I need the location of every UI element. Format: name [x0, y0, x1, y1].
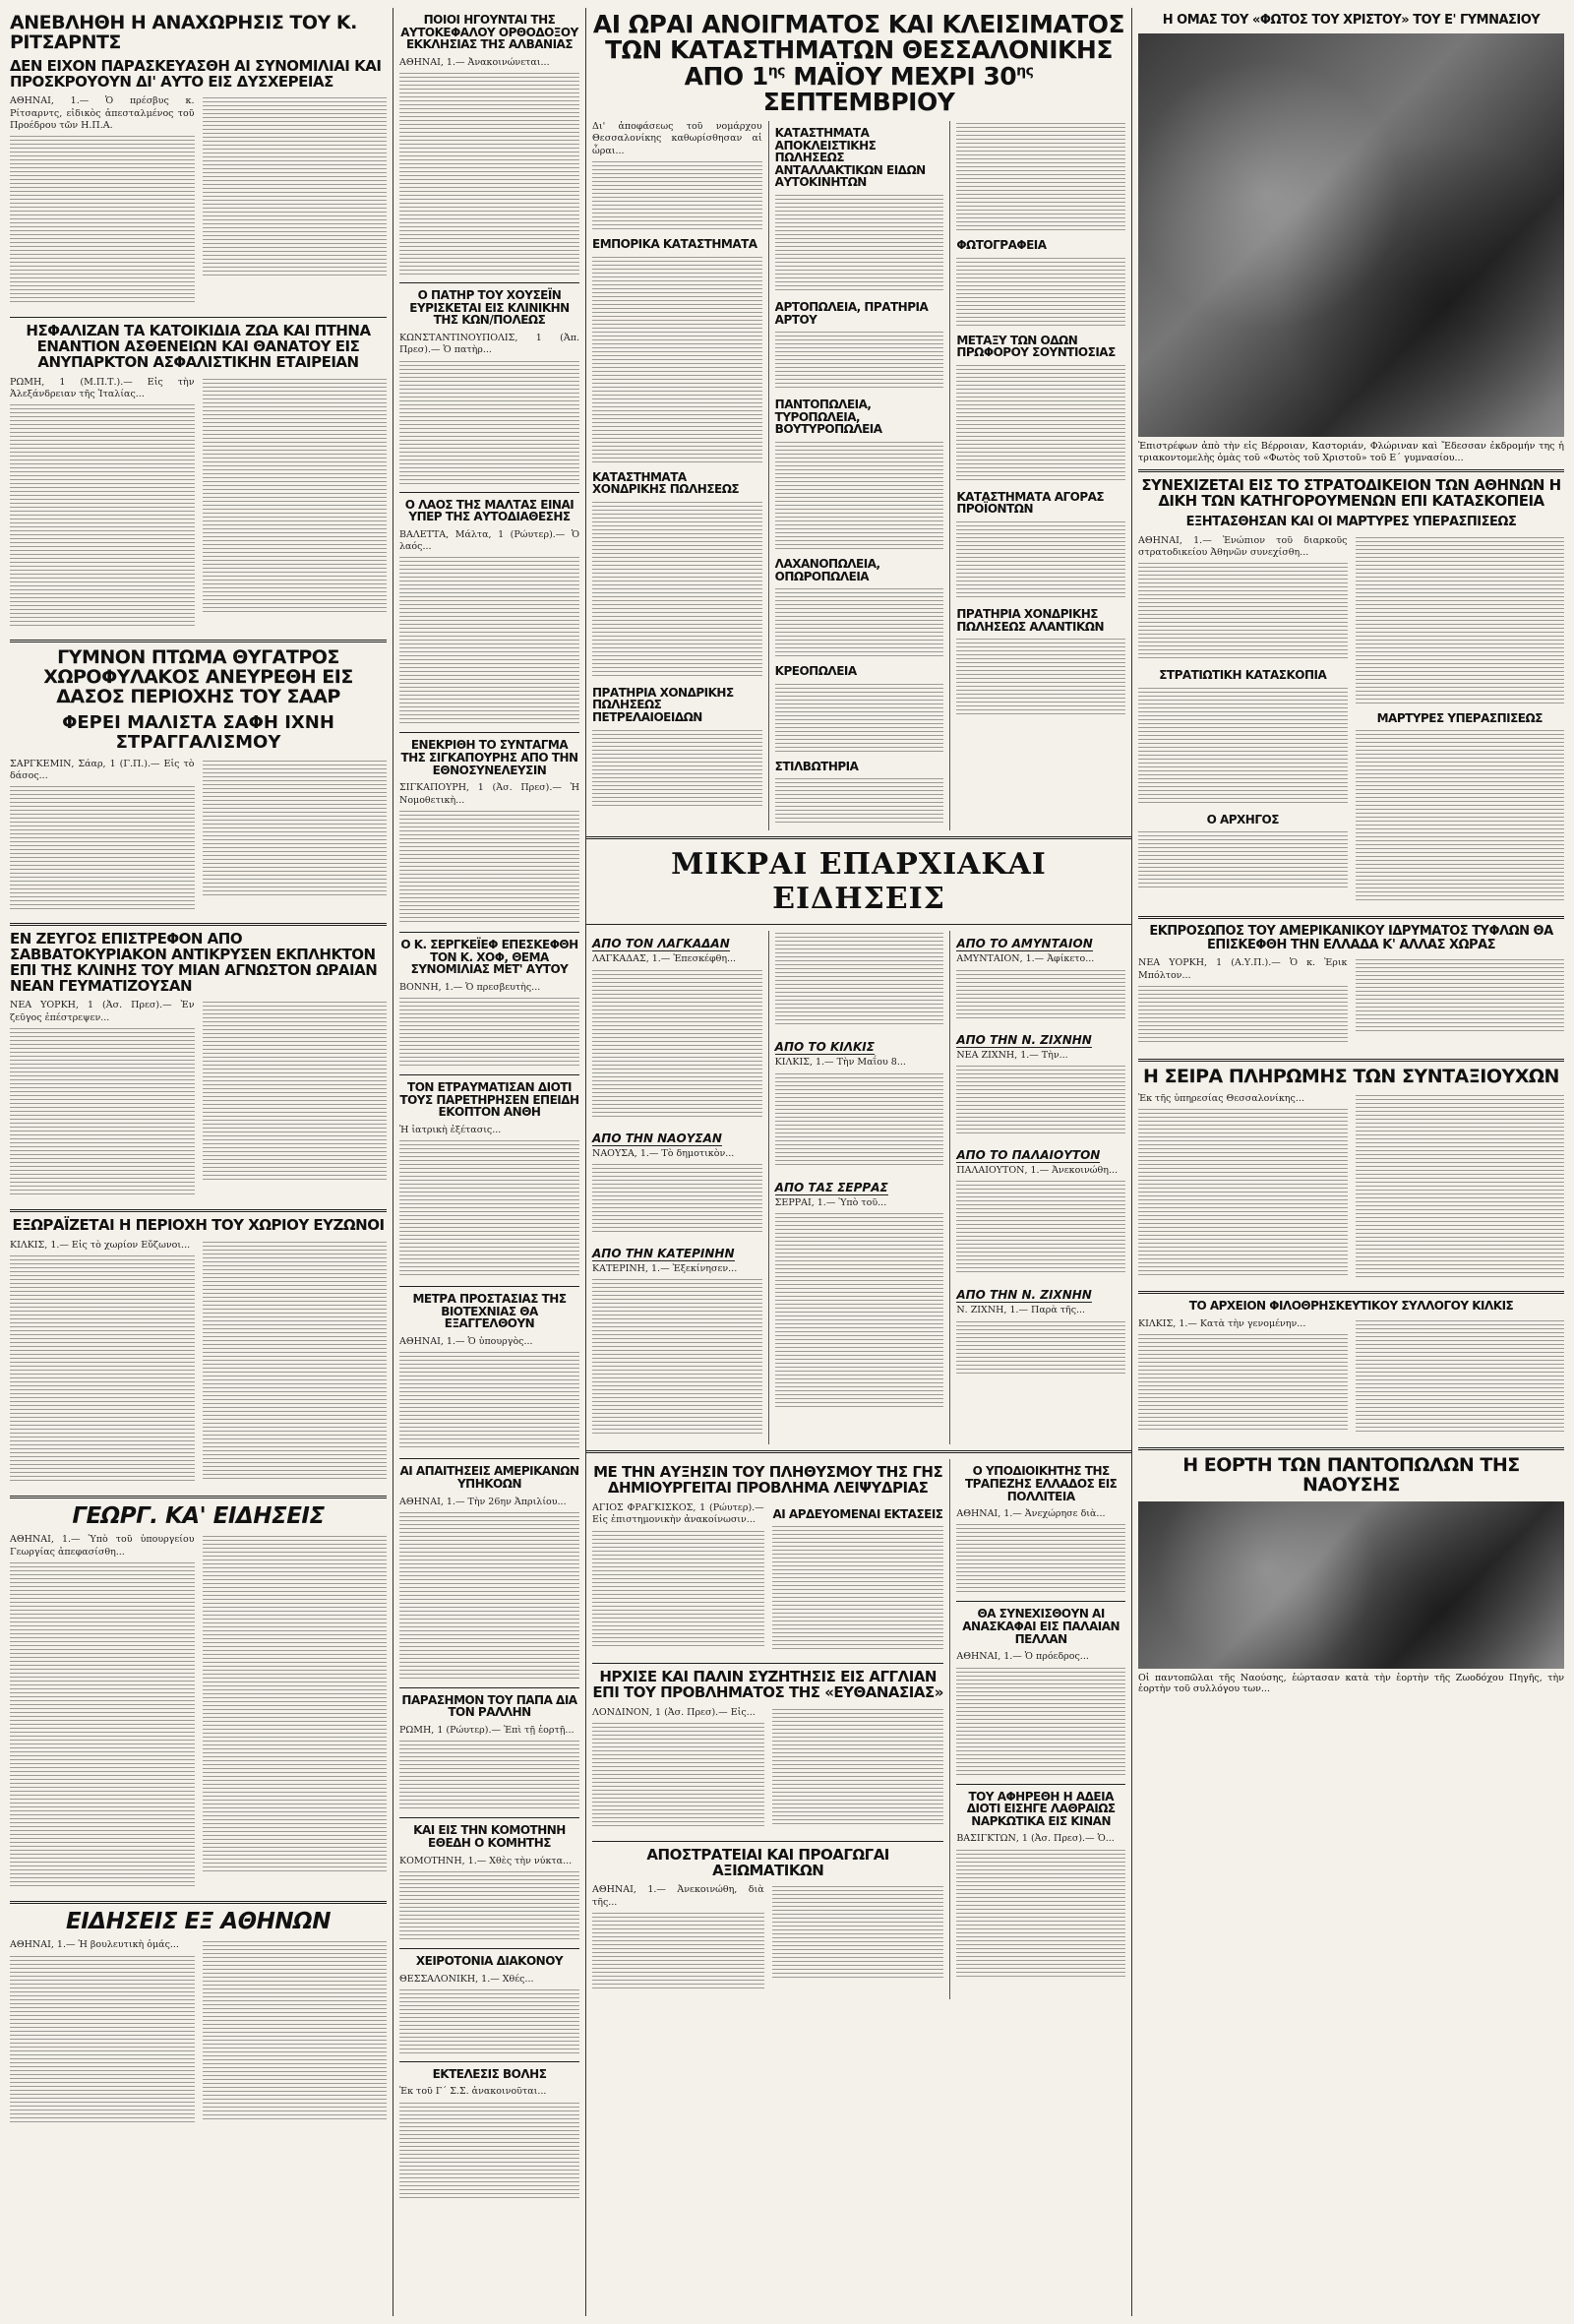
- column-right: [1131, 8, 1570, 2316]
- article-officers: [592, 1884, 943, 1999]
- column-left: [4, 8, 393, 2316]
- headline-evzonoi: ΕΞΩΡΑΪΖΕΤΑΙ Η ΠΕΡΙΟΧΗ ΤΟΥ ΧΩΡΙΟΥ ΕΥΖΩΝΟΙ: [12, 1216, 385, 1235]
- headline-richards: ΑΝΕΒΛΗΘΗ Η ΑΝΑΧΩΡΗΣΙΣ ΤΟΥ Κ. ΡΙΤΣΑΡΝΤΣ: [10, 12, 357, 53]
- article-blind-foundation: [1138, 957, 1564, 1053]
- headline-pope-medal: ΠΑΡΑΣΗΜΟΝ ΤΟΥ ΠΑΠΑ ΔΙΑ ΤΟΝ ΡΑΛΛΗΝ: [401, 1692, 577, 1720]
- article-water-shortage: [592, 1502, 943, 1658]
- kicker-serres: ΑΠΟ ΤΑΣ ΣΕΡΡΑΣ: [774, 1180, 888, 1194]
- article-malta-text: ΒΑΛΕΤΤΑ, Μάλτα, 1 (Ρώυτερ).— Ὁ λαός...: [399, 528, 579, 553]
- store-sub-produce: ΚΑΤΑΣΤΗΜΑΤΑ ΑΓΟΡΑΣ ΠΡΟΪΟΝΤΩΝ: [956, 489, 1105, 517]
- kicker-leader: Ο ΑΡΧΗΓΟΣ: [1206, 812, 1279, 826]
- article-euthanasia-text: ΛΟΝΔΙΝΟΝ, 1 (Ἀσ. Πρεσ).— Εἰς...: [592, 1706, 756, 1718]
- article-n-zichni-text: ΝΕΑ ΖΙΧΝΗ, 1.— Τὴν...: [956, 1049, 1068, 1061]
- headline-agri-news: ΓΕΩΡΓ. ΚΑ' ΕΙΔΗΣΕΙΣ: [72, 1503, 325, 1530]
- kicker-military-espionage: ΣΤΡΑΤΙΩΤΙΚΗ ΚΑΤΑΣΚΟΠΙΑ: [1159, 668, 1327, 683]
- article-flowers-text: Ἡ ἰατρικὴ ἐξέτασις...: [399, 1124, 502, 1135]
- provincial-news-banner: ΜΙΚΡΑΙ ΕΠΑΡΧΙΑΚΑΙ ΕΙΔΗΣΕΙΣ: [671, 847, 1047, 917]
- store-sub-photo: ΦΩΤΟΓΡΑΦΕΙΑ: [956, 238, 1047, 252]
- provincial-news-section: [586, 836, 1131, 925]
- article-body-found: [10, 759, 387, 918]
- headline-komotini-comet: ΚΑΙ ΕΙΣ ΤΗΝ ΚΟΜΟΤΗΝΗ ΕΘΕΔΗ Ο ΚΟΜΗΤΗΣ: [413, 1823, 566, 1850]
- article-pension-text: Ἐκ τῆς ὑπηρεσίας Θεσσαλονίκης...: [1138, 1093, 1304, 1105]
- column-middle: [585, 8, 1131, 2316]
- article-albania-text: ΑΘΗΝΑΙ, 1.— Ἀνακοινώνεται...: [399, 56, 550, 68]
- article-kilkis-text: ΚΙΛΚΙΣ, 1.— Τὴν Μαΐου 8...: [774, 1057, 906, 1069]
- store-sub-greengrocers: ΛΑΧΑΝΟΠΩΛΕΙΑ, ΟΠΩΡΟΠΩΛΕΙΑ: [774, 556, 880, 583]
- article-evzonoi-text: ΚΙΛΚΙΣ, 1.— Εἰς τὸ χωρίον Εὔζωνοι...: [10, 1239, 191, 1251]
- headline-espionage-trial: ΣΥΝΕΧΙΖΕΤΑΙ ΕΙΣ ΤΟ ΣΤΡΑΤΟΔΙΚΕΙΟΝ ΤΩΝ ΑΘΗΝΩΝ Η ΔΙΚΗ ΤΩΝ ΚΑΤΗΓΟΡΟΥΜΕΝΩΝ ΕΠΙ ΚΑΤΑΣΚΟΠΕΙΑ: [1141, 476, 1561, 511]
- photo-grocers-feast: [1138, 1501, 1564, 1669]
- store-sub-auto-parts: ΚΑΤΑΣΤΗΜΑΤΑ ΑΠΟΚΛΕΙΣΤΙΚΗΣ ΠΩΛΗΣΕΩΣ ΑΝΤΑΛΛΑΚΤΙΚΩΝ ΕΙΔΩΝ ΑΥΤΟΚΙΝΗΤΩΝ: [774, 126, 926, 190]
- headline-bank-deputy: Ο ΥΠΟΔΙΟΙΚΗΤΗΣ ΤΗΣ ΤΡΑΠΕΖΗΣ ΕΛΛΑΔΟΣ ΕΙΣ ΠΟΛΛΙΤΕΙΑ: [964, 1464, 1118, 1503]
- kicker-amyntaion: ΑΠΟ ΤΟ ΑΜΥΝΤΑΙΟΝ: [956, 937, 1093, 951]
- middle-lower-section: [586, 1459, 1131, 1999]
- article-euthanasia: [592, 1707, 943, 1835]
- headline-sergeev: Ο Κ. ΣΕΡΓΚΕΪΕΦ ΕΠΕΣΚΕΦΘΗ ΤΟΝ Κ. ΧΟΦ, ΘΕΜΑ ΣΥΝΟΜΙΛΙΑΣ ΜΕΤ' ΑΥΤΟΥ: [400, 937, 578, 977]
- kicker-n-zichni: ΑΠΟ ΤΗΝ Ν. ΖΙΧΝΗΝ: [956, 1032, 1092, 1047]
- headline-narcotics: ΤΟΥ ΑΦΗΡΕΘΗ Η ΑΔΕΙΑ ΔΙΟΤΙ ΕΙΣΗΓΕ ΛΑΘΡΑΙΩΣ ΝΑΡΚΩΤΙΚΑ ΕΙΣ ΚΙΝΑΝ: [966, 1789, 1116, 1828]
- article-kilkis-archive-text: ΚΙΛΚΙΣ, 1.— Κατὰ τὴν γενομένην...: [1138, 1317, 1306, 1329]
- article-american-claims-text: ΑΘΗΝΑΙ, 1.— Τὴν 26ην Ἀπριλίου...: [399, 1496, 567, 1507]
- kicker-defense-witnesses: ΜΑΡΤΥΡΕΣ ΥΠΕΡΑΣΠΙΣΕΩΣ: [1376, 710, 1543, 725]
- article-hussein-text: ΚΩΝΣΤΑΝΤΙΝΟΥΠΟΛΙΣ, 1 (Ἀπ. Πρεσ).— Ὁ πατὴρ...: [399, 332, 579, 356]
- article-officers-text: ΑΘΗΝΑΙ, 1.— Ἀνεκοινώθη, διὰ τῆς...: [592, 1884, 764, 1908]
- column-second: [393, 8, 585, 2316]
- headline-photo-group: Η ΟΜΑΣ ΤΟΥ «ΦΩΤΟΣ ΤΟΥ ΧΡΙΣΤΟΥ» ΤΟΥ Ε' ΓΥΜΝΑΣΙΟΥ: [1162, 13, 1541, 28]
- store-sub-streets: ΜΕΤΑΞΥ ΤΩΝ ΟΔΩΝ ΠΡΩΦΟΡΟΥ ΣΟΥΝΤΙΟΣΙΑΣ: [956, 333, 1116, 360]
- article-narcotics-text: ΒΑΣΙΓΚΤΩΝ, 1 (Ἀσ. Πρεσ).— Ὁ...: [956, 1833, 1115, 1845]
- kicker-naousa: ΑΠΟ ΤΗΝ ΝΑΟΥΣΑΝ: [592, 1131, 722, 1145]
- article-pope-text: ΡΩΜΗ, 1 (Ρώυτερ).— Ἐπὶ τῇ ἑορτῇ...: [399, 1725, 575, 1737]
- kicker-n-zichni-2: ΑΠΟ ΤΗΝ Ν. ΖΙΧΝΗΝ: [956, 1288, 1092, 1303]
- article-komotini-text: ΚΟΜΟΤΗΝΗ, 1.— Χθὲς τὴν νύκτα...: [399, 1855, 573, 1866]
- headline-pension-order: Η ΣΕΙΡΑ ΠΛΗΡΩΜΗΣ ΤΩΝ ΣΥΝΤΑΞΙΟΥΧΩΝ: [1143, 1066, 1559, 1088]
- headline-kilkis-archive: ΤΟ ΑΡΧΕΙΟΝ ΦΙΛΟΘΡΗΣΚΕΥΤΙΚΟΥ ΣΥΛΛΟΓΟΥ ΚΙΛΚΙΣ: [1188, 1299, 1514, 1314]
- article-n-zichni-2-text: Ν. ΖΙΧΝΗ, 1.— Παρὰ τῆς...: [956, 1305, 1086, 1316]
- article-blind-text: ΝΕΑ ΥΟΡΚΗ, 1 (Α.Υ.Π.).— Ὁ κ. Ἐρικ Μπόλτον...: [1138, 957, 1348, 981]
- subheadline-irrigated: ΑΙ ΑΡΔΕΥΟΜΕΝΑΙ ΕΚΤΑΣΕΙΣ: [772, 1506, 943, 1521]
- article-water-shortage-text: ΑΓΙΟΣ ΦΡΑΓΚΙΣΚΟΣ, 1 (Ρώυτερ).— Εἰς ἐπιστημονικὴν ἀνακοίνωσιν...: [592, 1501, 764, 1526]
- kicker-lagkadas: ΑΠΟ ΤΟΝ ΛΑΓΚΑΔΑΝ: [592, 937, 730, 951]
- article-athens-news-text: ΑΘΗΝΑΙ, 1.— Ἡ βουλευτικὴ ὁμάς...: [10, 1939, 179, 1951]
- headline-insurance: ΗΣΦΑΛΙΖΑΝ ΤΑ ΚΑΤΟΙΚΙΔΙΑ ΖΩΑ ΚΑΙ ΠΤΗΝΑ ΕΝΑΝΤΙΟΝ ΑΣΘΕΝΕΙΩΝ ΚΑΙ ΘΑΝΑΤΟΥ ΕΙΣ ΑΝΥΠΑΡΚΤΟΝ ΑΣΦΑΛΙΣΤΙΚΗΝ ΕΤΑΙΡΕΙΑΝ: [26, 322, 371, 371]
- article-bank-text: ΑΘΗΝΑΙ, 1.— Ἀνεχώρησε διὰ...: [956, 1508, 1106, 1520]
- headline-blind-foundation: ΕΚΠΡΟΣΩΠΟΣ ΤΟΥ ΑΜΕΡΙΚΑΝΙΚΟΥ ΙΔΡΥΜΑΤΟΣ ΤΥΦΛΩΝ ΘΑ ΕΠΙΣΚΕΦΘΗ ΤΗΝ ΕΛΛΑΔΑ Κ' ΑΛΛΑΣ ΧΩΡΑΣ: [1149, 924, 1553, 952]
- article-crafts-text: ΑΘΗΝΑΙ, 1.— Ὁ ὑπουργὸς...: [399, 1335, 533, 1347]
- article-richards-text: ΑΘΗΝΑΙ, 1.— Ὁ πρέσβυς κ. Ρίτσαρντς, εἰδικὸς ἀπεσταλμένος τοῦ Προέδρου τῶν Η.Π.Α.: [10, 95, 195, 132]
- article-couple: [10, 1000, 387, 1203]
- store-sub-alantika: ΠΡΑΤΗΡΙΑ ΧΟΝΔΡΙΚΗΣ ΠΩΛΗΣΕΩΣ ΑΛΑΝΤΙΚΩΝ: [956, 606, 1104, 634]
- headline-water-shortage: ΜΕ ΤΗΝ ΑΥΞΗΣΙΝ ΤΟΥ ΠΛΗΘΥΣΜΟΥ ΤΗΣ ΓΗΣ ΔΗΜΙΟΥΡΓΕΙΤΑΙ ΠΡΟΒΛΗΜΑ ΛΕΙΨΥΔΡΙΑΣ: [593, 1463, 943, 1498]
- store-sub-commercial: ΕΜΠΟΡΙΚΑ ΚΑΤΑΣΤΗΜΑΤΑ: [592, 237, 757, 252]
- subheadline-richards: ΔΕΝ ΕΙΧΟΝ ΠΑΡΑΣΚΕΥΑΣΘΗ ΑΙ ΣΥΝΟΜΙΛΙΑΙ ΚΑΙ ΠΡΟΣΚΡΟΥΟΥΝ ΔΙ' ΑΥΤΟ ΕΙΣ ΔΥΣΧΕΡΕΙΑΣ: [10, 56, 382, 91]
- kicker-palaiouton: ΑΠΟ ΤΟ ΠΑΛΑΙΟΥΤΟΝ: [956, 1148, 1101, 1162]
- headline-firing: ΕΚΤΕΛΕΣΙΣ ΒΟΛΗΣ: [432, 2066, 547, 2081]
- article-kilkis-archive: [1138, 1318, 1564, 1441]
- headline-body-found: ΓΥΜΝΟΝ ΠΤΩΜΑ ΘΥΓΑΤΡΟΣ ΧΩΡΟΦΥΛΑΚΟΣ ΑΝΕΥΡΕΘΗ ΕΙΣ ΔΑΣΟΣ ΠΕΡΙΟΧΗΣ ΤΟΥ ΣΑΑΡ: [43, 646, 353, 708]
- article-pella-text: ΑΘΗΝΑΙ, 1.— Ὁ πρόεδρος...: [956, 1651, 1089, 1663]
- store-hours-line1: ΑΙ ΩΡΑΙ ΑΝΟΙΓΜΑΤΟΣ ΚΑΙ ΚΛΕΙΣΙΜΑΤΟΣ: [592, 10, 1125, 38]
- photo-students-group: [1138, 33, 1564, 437]
- caption-grocers-feast: Οἱ παντοπῶλαι τῆς Ναούσης, ἑώρτασαν κατὰ τὴν ἑορτὴν τῆς Ζωοδόχου Πηγῆς, τὴν ἑορτὴν τοῦ συλλόγου των...: [1138, 1672, 1564, 1695]
- headline-athens-news: ΕΙΔΗΣΕΙΣ ΕΞ ΑΘΗΝΩΝ: [66, 1909, 331, 1935]
- store-sub-butchers: ΚΡΕΟΠΩΛΕΙΑ: [774, 664, 857, 679]
- headline-store-hours: [590, 12, 1127, 115]
- article-katerini-text: ΚΑΤΕΡΙΝΗ, 1.— Ἐξεκίνησεν...: [592, 1263, 738, 1274]
- article-espionage-text: ΑΘΗΝΑΙ, 1.— Ἐνώπιον τοῦ διαρκοῦς στρατοδικείου Ἀθηνῶν συνεχίσθη...: [1138, 534, 1348, 558]
- article-pension-order: [1138, 1093, 1564, 1285]
- headline-couple: ΕΝ ΖΕΥΓΟΣ ΕΠΙΣΤΡΕΦΟΝ ΑΠΟ ΣΑΒΒΑΤΟΚΥΡΙΑΚΟΝ ΑΝΤΙΚΡΥΣΕΝ ΕΚΠΛΗΚΤΟΝ ΕΠΙ ΤΗΣ ΚΛΙΝΗΣ ΤΟΥ ΜΙΑΝ ΑΓΝΩΣΤΟΝ ΩΡΑΙΑΝ ΝΕΑΝ ΓΕΥΜΑΤΙΖΟΥΣΑΝ: [10, 930, 378, 995]
- article-insurance-text: ΡΩΜΗ, 1 (Μ.Π.Τ.).— Εἰς τὴν Ἀλεξάνδρειαν τῆς Ἰταλίας...: [10, 376, 195, 399]
- article-lagkadas-text: ΛΑΓΚΑΔΑΣ, 1.— Ἐπεσκέφθη...: [592, 953, 737, 965]
- headline-grocers-feast: Η ΕΟΡΤΗ ΤΩΝ ΠΑΝΤΟΠΩΛΩΝ ΤΗΣ ΝΑΟΥΣΗΣ: [1182, 1453, 1520, 1496]
- store-hours-body: [586, 121, 1131, 830]
- headline-malta: Ο ΛΑΟΣ ΤΗΣ ΜΑΛΤΑΣ ΕΙΝΑΙ ΥΠΕΡ ΤΗΣ ΑΥΤΟΔΙΑΘΕΣΗΣ: [404, 497, 575, 524]
- article-agri-news: [10, 1534, 387, 1895]
- store-hours-line2: ΤΩΝ ΚΑΤΑΣΤΗΜΑΤΩΝ ΘΕΣΣΑΛΟΝΙΚΗΣ: [605, 35, 1113, 65]
- store-sub-wholesale: ΚΑΤΑΣΤΗΜΑΤΑ ΧΟΝΔΡΙΚΗΣ ΠΩΛΗΣΕΩΣ: [592, 469, 740, 497]
- article-body-found-text: ΣΑΡΓΚΕΜΙΝ, Σάαρ, 1 (Γ.Π.).— Εἰς τὸ δάσος...: [10, 758, 195, 782]
- article-naousa-text: ΝΑΟΥΣΑ, 1.— Τὸ δημοτικὸν...: [592, 1147, 735, 1159]
- headline-american-claims: ΑΙ ΑΠΑΙΤΗΣΕΙΣ ΑΜΕΡΙΚΑΝΩΝ ΥΠΗΚΟΩΝ: [399, 1464, 579, 1491]
- store-sub-bakeries: ΑΡΤΟΠΩΛΕΙΑ, ΠΡΑΤΗΡΙΑ ΑΡΤΟΥ: [774, 299, 929, 327]
- kicker-kilkis: ΑΠΟ ΤΟ ΚΙΛΚΙΣ: [774, 1040, 875, 1055]
- article-insurance: [10, 377, 387, 635]
- article-singapore-text: ΣΙΓΚΑΠΟΥΡΗ, 1 (Ἀσ. Πρεσ).— Ἡ Νομοθετικὴ...: [399, 782, 579, 806]
- store-hours-intro: Δι' ἀποφάσεως τοῦ νομάρχου Θεσσαλονίκης καθωρίσθησαν αἱ ὧραι...: [592, 121, 762, 156]
- headline-euthanasia: ΗΡΧΙΣΕ ΚΑΙ ΠΑΛΙΝ ΣΥΖΗΤΗΣΙΣ ΕΙΣ ΑΓΓΛΙΑΝ ΕΠΙ ΤΟΥ ΠΡΟΒΛΗΜΑΤΟΣ ΤΗΣ «ΕΥΘΑΝΑΣΙΑΣ»: [592, 1668, 943, 1702]
- headline-albania-church: ΠΟΙΟΙ ΗΓΟΥΝΤΑΙ ΤΗΣ ΑΥΤΟΚΕΦΑΛΟΥ ΟΡΘΟΔΟΞΟΥ ΕΚΚΛΗΣΙΑΣ ΤΗΣ ΑΛΒΑΝΙΑΣ: [400, 13, 578, 52]
- article-sergeev-text: ΒΟΝΝΗ, 1.— Ὁ πρεσβευτὴς...: [399, 981, 541, 993]
- store-sub-shoeshine: ΣΤΙΛΒΩΤΗΡΙΑ: [774, 759, 859, 773]
- headline-crafts: ΜΕΤΡΑ ΠΡΟΣΤΑΣΙΑΣ ΤΗΣ ΒΙΟΤΕΧΝΙΑΣ ΘΑ ΕΞΑΓΓΕΛΘΟΥΝ: [412, 1292, 567, 1331]
- article-agri-news-text: ΑΘΗΝΑΙ, 1.— Ὑπὸ τοῦ ὑπουργείου Γεωργίας ἀπεφασίσθη...: [10, 1534, 195, 1558]
- article-richards: [10, 95, 387, 311]
- kicker-katerini: ΑΠΟ ΤΗΝ ΚΑΤΕΡΙΝΗΝ: [592, 1247, 735, 1260]
- store-sub-petroleum: ΠΡΑΤΗΡΙΑ ΧΟΝΔΡΙΚΗΣ ΠΩΛΗΣΕΩΣ ΠΕΤΡΕΛΑΙΟΕΙΔΩΝ: [592, 685, 734, 724]
- article-serres-text: ΣΕΡΡΑΙ, 1.— Ὑπὸ τοῦ...: [774, 1196, 887, 1208]
- subheadline-defense-witnesses: ΕΞΗΤΑΣΘΗΣΑΝ ΚΑΙ ΟΙ ΜΑΡΤΥΡΕΣ ΥΠΕΡΑΣΠΙΣΕΩΣ: [1185, 514, 1517, 529]
- headline-pella: ΘΑ ΣΥΝΕΧΙΣΘΟΥΝ ΑΙ ΑΝΑΣΚΑΦΑΙ ΕΙΣ ΠΑΛΑΙΑΝ ΠΕΛΛΑΝ: [962, 1607, 1120, 1646]
- article-palaiouton-text: ΠΑΛΑΙΟΥΤΟΝ, 1.— Ἀνεκοινώθη...: [956, 1165, 1119, 1176]
- headline-officers: ΑΠΟΣΤΡΑΤΕΙΑΙ ΚΑΙ ΠΡΟΑΓΩΓΑΙ ΑΞΙΩΜΑΤΙΚΩΝ: [646, 1845, 889, 1879]
- store-hours-line3: ΑΠΟ $1^{\eta\varsigma}$ ΜΑΪΟΥ ΜΕΧΡΙ $30^{\eta\varsigma}$ ΣΕΠΤΕΜΒΡΙΟΥ: [684, 61, 1034, 116]
- article-couple-text: ΝΕΑ ΥΟΡΚΗ, 1 (Ἀσ. Πρεσ).— Ἐν ζεῦγος ἐπέστρεψεν...: [10, 1000, 195, 1023]
- article-firing-text: Ἐκ τοῦ Γ΄ Σ.Σ. ἀνακοινοῦται...: [399, 2086, 547, 2098]
- article-espionage-trial: [1138, 535, 1564, 911]
- subheadline-body-found: ΦΕΡΕΙ ΜΑΛΙΣΤΑ ΣΑΦΗ ΙΧΝΗ ΣΤΡΑΓΓΑΛΙΣΜΟΥ: [62, 712, 334, 753]
- article-evzonoi: [10, 1240, 387, 1490]
- article-athens-news: [10, 1939, 387, 2130]
- headline-flowers: ΤΟΝ ΕΤΡΑΥΜΑΤΙΣΑΝ ΔΙΟΤΙ ΤΟΥΣ ΠΑΡΕΤΗΡΗΣΕΝ ΕΠΕΙΔΗ ΕΚΟΠΤΟΝ ΑΝΘΗ: [399, 1080, 579, 1120]
- store-sub-grocery: ΠΑΝΤΟΠΩΛΕΙΑ, ΤΥΡΟΠΩΛΕΙΑ, ΒΟΥΤΥΡΟΠΩΛΕΙΑ: [774, 398, 882, 437]
- caption-students-group: Ἐπιστρέφων ἀπὸ τὴν εἰς Βέρροιαν, Καστοριάν, Φλώριναν καὶ Ἔδεσσαν ἐκδρομήν της ἡ τριακοντομελὴς ὁμὰς τοῦ «Φωτὸς τοῦ Χριστοῦ» τοῦ Ε΄ γυμνασίου...: [1138, 440, 1564, 463]
- article-ordination-text: ΘΕΣΣΑΛΟΝΙΚΗ, 1.— Χθές...: [399, 1973, 534, 1985]
- headline-ordination: ΧΕΙΡΟΤΟΝΙΑ ΔΙΑΚΟΝΟΥ: [415, 1953, 564, 1968]
- article-amyntaion-text: ΑΜΥΝΤΑΙΟΝ, 1.— Ἀφίκετο...: [956, 953, 1095, 965]
- provincial-news-body: [586, 931, 1131, 1444]
- headline-hussein-father: Ο ΠΑΤΗΡ ΤΟΥ ΧΟΥΣΕΪΝ ΕΥΡΙΣΚΕΤΑΙ ΕΙΣ ΚΛΙΝΙΚΗΝ ΤΗΣ ΚΩΝ/ΠΟΛΕΩΣ: [409, 288, 570, 328]
- headline-singapore: ΕΝΕΚΡΙΘΗ ΤΟ ΣΥΝΤΑΓΜΑ ΤΗΣ ΣΙΓΚΑΠΟΥΡΗΣ ΑΠΟ ΤΗΝ ΕΘΝΟΣΥΝΕΛΕΥΣΙΝ: [400, 738, 578, 777]
